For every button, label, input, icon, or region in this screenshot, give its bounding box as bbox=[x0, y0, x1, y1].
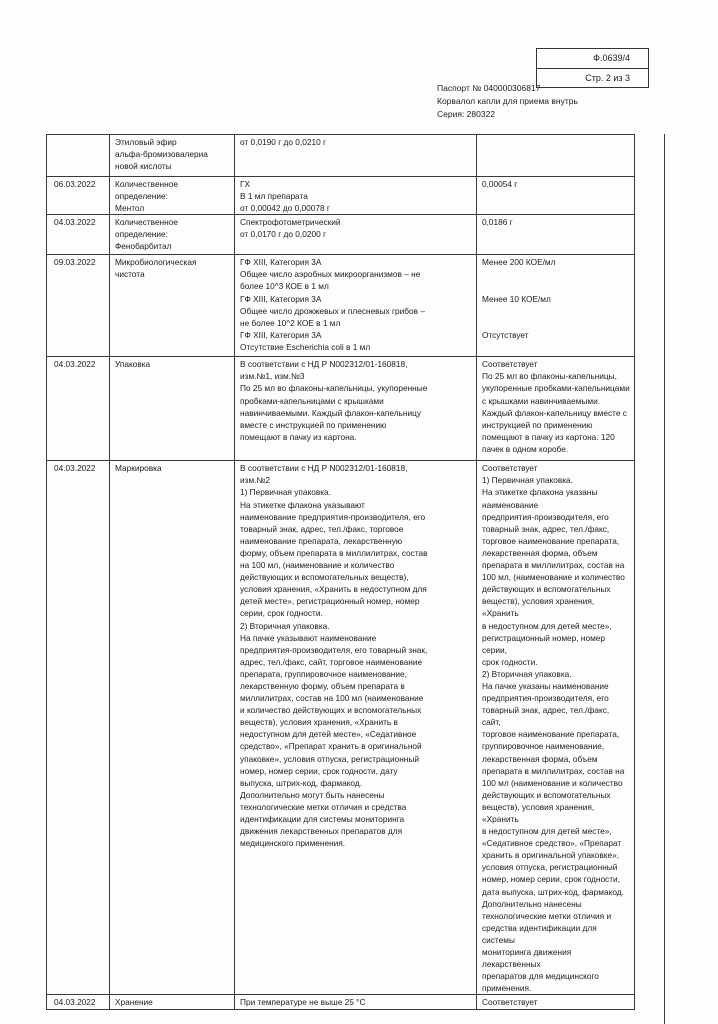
result-cell: Соответствует 1) Первичная упаковка. На этикетке флакона указаны наименование предприятия-производителя, его товарный знак, адрес, тел./факс, торговое наименование препарата, лекарственная форма, объем препарата в миллилитрах, состав на 100 мл, (наименование и количество действующих и вспомогательных веществ), условия хранения, «Хранить в недоступном для детей месте», регистрационный номер, номер серии, срок годности. 2) Вторичная упаковка. На пачке указаны наименование предприятия-производителя, его товарный знак, адрес, тел./факс, сайт, торговое наименование препарата, группировочное наименование, лекарственная форма, объем препарата в миллилитрах, состав на 100 мл (наименование и количество действующих и вспомогательных веществ), условия хранения, «Хранить в недоступном для детей месте», «Седативное средство», «Препарат хранить в оригинальной упаковке», условия отпуска, регистрационный номер, номер серии, срок годности, дата выпуска, штрих-код, фармакод. Дополнительно нанесены технологические метки отличия и средства идентификации для системы мониторинга движения лекарственных препаратов для медицинского применения. bbox=[477, 461, 635, 995]
result-cell: Менее 200 КОЕ/мл Менее 10 КОЕ/мл Отсутствует bbox=[477, 255, 635, 357]
result-cell: Соответствует bbox=[477, 995, 635, 1009]
parameter-cell: Хранение bbox=[110, 995, 235, 1009]
parameter-cell: Упаковка bbox=[110, 357, 235, 461]
table-row bbox=[47, 215, 635, 255]
requirement-cell: При температуре не выше 25 °С bbox=[235, 995, 477, 1009]
table-row bbox=[47, 357, 635, 461]
form-code: Ф.0639/4 bbox=[593, 53, 630, 63]
table-row bbox=[47, 461, 635, 995]
parameter-cell: Микробиологическая чистота bbox=[110, 255, 235, 357]
date-cell: 04.03.2022 bbox=[47, 461, 110, 995]
requirement-cell: ГХ В 1 мл препарата от 0,00042 до 0,00078 г bbox=[235, 177, 477, 215]
requirement-cell: ГФ XIII, Категория 3А Общее число аэробных микроорганизмов – не более 10^3 КОЕ в 1 мл ГФ XIII, Категория 3А Общее число дрожжевых и плесневых грибов – не более 10^2 КОЕ в 1 мл ГФ XIII, Категория 3А Отсутствие Escherichia coli в 1 мл bbox=[235, 255, 477, 357]
table-row bbox=[47, 255, 635, 357]
parameter-cell: Маркировка bbox=[110, 461, 235, 995]
parameter-cell: Этиловый эфир альфа-бромизовалериа новой кислоты bbox=[110, 135, 235, 177]
result-cell: Соответствует По 25 мл во флаконы-капельницы, укупоренные пробками-капельницами с крышками навинчиваемыми. Каждый флакон-капельницу вместе с инструкцией по применению помещают в пачку из картона. 120 пачек в одном коробе. bbox=[477, 357, 635, 461]
page-edge-line bbox=[664, 134, 665, 1024]
date-cell: 09.03.2022 bbox=[47, 255, 110, 357]
date-cell: 04.03.2022 bbox=[47, 357, 110, 461]
result-cell: 0,00054 г bbox=[477, 177, 635, 215]
parameter-cell: Количественное определение: Ментол bbox=[110, 177, 235, 215]
table-row bbox=[47, 135, 635, 177]
requirement-cell: Спектрофотометрический от 0,0170 г до 0,0200 г bbox=[235, 215, 477, 255]
quality-table bbox=[46, 134, 635, 1010]
parameter-cell: Количественное определение: Фенобарбитал bbox=[110, 215, 235, 255]
requirement-cell: от 0,0190 г до 0,0210 г bbox=[235, 135, 477, 177]
date-cell: 06.03.2022 bbox=[47, 177, 110, 215]
passport-number: Паспорт № 040000306817 bbox=[437, 83, 541, 93]
passport-header bbox=[437, 82, 578, 121]
requirement-cell: В соответствии с НД Р N002312/01-160818, изм.№1, изм.№3 По 25 мл во флаконы-капельницы, укупоренные пробками-капельницами с крышками навинчиваемыми. Каждый флакон-капельницу вместе с инструкцией по применению помещают в пачку из картона. bbox=[235, 357, 477, 461]
table-row bbox=[47, 995, 635, 1009]
series-number: Серия: 280322 bbox=[437, 109, 496, 119]
result-cell: 0,0186 г bbox=[477, 215, 635, 255]
result-cell bbox=[477, 135, 635, 177]
product-name: Корвалол капли для приема внутрь bbox=[437, 96, 578, 106]
requirement-cell: В соответствии с НД Р N002312/01-160818, изм.№2 1) Первичная упаковка. На этикетке флакона указывают наименование предприятия-производителя, его товарный знак, адрес, тел./факс, торговое наименование препарата, лекарственную форму, объем препарата в миллилитрах, состав на 100 мл, (наименование и количество действующих и вспомогательных веществ), условия хранения, «Хранить в недоступном для детей месте», регистрационный номер, номер серии, срок годности. 2) Вторичная упаковка. На пачке указывают наименование предприятия-производителя, его товарный знак, адрес, тел./факс, сайт, торговое наименование препарата, группировочное наименование, лекарственную форму, объем препарата в миллилитрах, состав на 100 мл (наименование и количество действующих и вспомогательных веществ), условия хранения, «Хранить в недоступном для детей месте», «Седативное средство», «Препарат хранить в оригинальной упаковке», условия отпуска, регистрационный номер, номер серии, срок годности, дату выпуска, штрих-код, фармакод. Дополнительно могут быть нанесены технологические метки отличия и средства идентификации для системы мониторинга движения лекарственных препаратов для медицинского применения. bbox=[235, 461, 477, 995]
page-number: Стр. 2 из 3 bbox=[537, 68, 648, 87]
date-cell: 04.03.2022 bbox=[47, 995, 110, 1009]
date-cell: 04.03.2022 bbox=[47, 215, 110, 255]
date-cell bbox=[47, 135, 110, 177]
table-row bbox=[47, 177, 635, 215]
